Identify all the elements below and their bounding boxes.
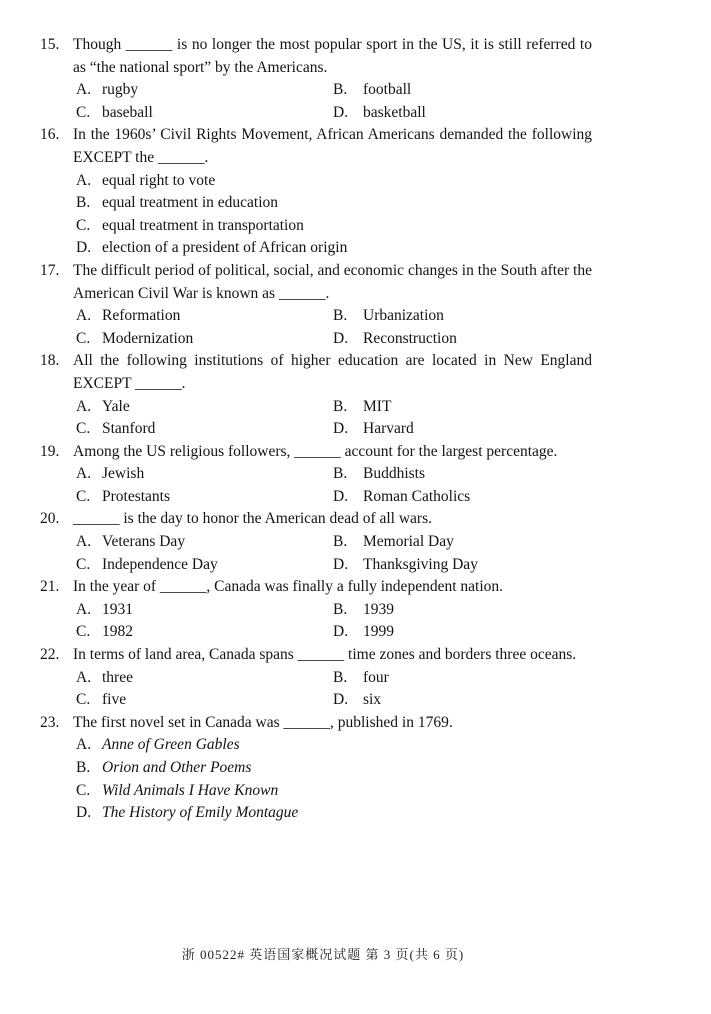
- option-label: A.: [76, 668, 92, 686]
- option-label: C.: [76, 487, 91, 505]
- question-number: 18.: [40, 352, 60, 370]
- option-text: Thanksgiving Day: [363, 555, 478, 573]
- option-text: 1931: [102, 600, 133, 618]
- question-number: 22.: [40, 646, 60, 664]
- question-number: 23.: [40, 713, 60, 731]
- option-text: 1999: [363, 623, 394, 641]
- option-text: baseball: [102, 103, 153, 121]
- exam-page: [40, 34, 592, 825]
- option-text: basketball: [363, 103, 426, 121]
- question-number: 15.: [40, 36, 60, 53]
- option-a: [76, 531, 333, 554]
- question-stem: In the year of ______, Canada was finally a fully independent nation.: [73, 578, 503, 596]
- option-d: [333, 486, 592, 509]
- option-text: Anne of Green Gables: [102, 736, 240, 754]
- option-b: [333, 79, 592, 102]
- option-d: [333, 689, 592, 712]
- option-text: Orion and Other Poems: [102, 759, 252, 776]
- option-label: D.: [333, 691, 349, 709]
- question-options: [76, 531, 592, 576]
- option-text: equal treatment in education: [102, 194, 279, 212]
- question-number: 19.: [40, 442, 60, 460]
- option-label: A.: [76, 307, 92, 325]
- question-number: 17.: [40, 261, 60, 279]
- option-c: [76, 486, 333, 509]
- option-text: Harvard: [363, 420, 414, 438]
- question-23: [40, 712, 592, 825]
- option-label: B.: [333, 81, 348, 99]
- question-options: [76, 667, 592, 712]
- option-c: [76, 621, 333, 644]
- question-options: [76, 305, 592, 350]
- option-label: D.: [333, 420, 349, 438]
- option-text: four: [363, 668, 389, 686]
- option-a: [76, 667, 333, 690]
- option-label: C.: [76, 555, 91, 573]
- option-b: [76, 192, 592, 215]
- option-text: football: [363, 81, 412, 99]
- option-text: Protestants: [102, 487, 171, 505]
- option-text: equal right to vote: [102, 171, 216, 189]
- question-stem: All the following institutions of higher education are located in New England EXCEPT ______.: [73, 352, 592, 392]
- option-c: [76, 554, 333, 577]
- option-text: Reconstruction: [363, 329, 457, 347]
- question-number: 16.: [40, 126, 60, 144]
- question-options: [76, 170, 592, 260]
- question-stem: The first novel set in Canada was ______, published in 1769.: [73, 713, 453, 731]
- option-label: B.: [333, 533, 348, 551]
- option-label: D.: [333, 555, 349, 573]
- option-c: [76, 418, 333, 441]
- question-21: [40, 576, 592, 644]
- question-options: [76, 396, 592, 441]
- option-label: C.: [76, 216, 91, 234]
- option-text: Memorial Day: [363, 533, 454, 551]
- question-15: [40, 34, 592, 124]
- option-a: [76, 599, 333, 622]
- option-label: D.: [76, 804, 92, 822]
- option-text: MIT: [363, 397, 392, 415]
- option-label: C.: [76, 329, 91, 347]
- option-label: A.: [76, 397, 92, 415]
- option-label: D.: [333, 329, 349, 347]
- option-c: [76, 780, 592, 803]
- option-d: [333, 418, 592, 441]
- option-c: [76, 328, 333, 351]
- question-17: [40, 260, 592, 350]
- option-label: C.: [76, 691, 91, 709]
- option-text: equal treatment in transportation: [102, 216, 304, 234]
- question-stem: Among the US religious followers, ______ account for the largest percentage.: [73, 442, 558, 460]
- option-label: B.: [76, 759, 91, 776]
- question-options: [76, 734, 592, 824]
- option-a: [76, 79, 333, 102]
- option-b: [333, 667, 592, 690]
- option-label: B.: [333, 668, 348, 686]
- option-label: B.: [333, 397, 348, 415]
- option-label: C.: [76, 781, 91, 799]
- question-options: [76, 463, 592, 508]
- question-stem: The difficult period of political, social, and economic changes in the South after the American Civil War is known as ______.: [73, 261, 592, 302]
- option-b: [333, 396, 592, 419]
- option-d: [76, 802, 592, 825]
- question-16: [40, 124, 592, 260]
- option-text: Veterans Day: [102, 533, 186, 551]
- option-text: Jewish: [102, 465, 145, 483]
- option-text: six: [363, 691, 382, 709]
- option-label: D.: [76, 239, 92, 257]
- option-text: rugby: [102, 81, 139, 99]
- option-b: [333, 305, 592, 328]
- question-options: [76, 79, 592, 124]
- option-a: [76, 170, 592, 193]
- question-19: [40, 441, 592, 509]
- question-20: [40, 508, 592, 576]
- option-label: D.: [333, 623, 349, 641]
- page-footer: 浙 00522# 英语国家概况试题 第 3 页(共 6 页): [181, 947, 465, 962]
- option-text: Stanford: [102, 420, 156, 438]
- option-label: D.: [333, 103, 349, 121]
- option-label: C.: [76, 623, 91, 641]
- option-text: Wild Animals I Have Known: [102, 781, 279, 799]
- option-a: [76, 396, 333, 419]
- option-text: 1939: [363, 600, 394, 618]
- option-b: [333, 463, 592, 486]
- option-label: A.: [76, 533, 92, 551]
- option-text: five: [102, 691, 127, 709]
- option-text: Yale: [102, 397, 130, 415]
- option-label: A.: [76, 465, 92, 483]
- option-d: [333, 554, 592, 577]
- option-text: Independence Day: [102, 555, 218, 573]
- option-c: [76, 215, 592, 238]
- option-c: [76, 689, 333, 712]
- question-number: 20.: [40, 510, 60, 528]
- option-label: B.: [333, 307, 348, 325]
- question-stem: In terms of land area, Canada spans ______ time zones and borders three oceans.: [73, 646, 577, 664]
- option-a: [76, 734, 592, 757]
- option-d: [333, 102, 592, 125]
- option-b: [333, 599, 592, 622]
- option-d: [76, 237, 592, 260]
- option-a: [76, 305, 333, 328]
- option-label: C.: [76, 103, 91, 121]
- option-a: [76, 463, 333, 486]
- question-stem: In the 1960s’ Civil Rights Movement, African Americans demanded the following EXCEPT the ______.: [73, 126, 592, 166]
- option-label: B.: [333, 600, 348, 618]
- option-label: D.: [333, 487, 349, 505]
- question-stem: ______ is the day to honor the American dead of all wars.: [73, 510, 432, 528]
- question-options: [76, 599, 592, 644]
- option-label: B.: [76, 194, 91, 212]
- option-text: 1982: [102, 623, 133, 641]
- option-text: Urbanization: [363, 307, 444, 325]
- question-18: [40, 350, 592, 440]
- option-c: [76, 102, 333, 125]
- question-stem: Though ______ is no longer the most popular sport in the US, it is still referred to as “the national sport” by the Americans.: [73, 36, 592, 76]
- option-label: C.: [76, 420, 91, 438]
- option-text: three: [102, 668, 133, 686]
- option-text: Reformation: [102, 307, 181, 325]
- option-d: [333, 621, 592, 644]
- option-d: [333, 328, 592, 351]
- option-text: election of a president of African origin: [102, 239, 348, 257]
- option-text: The History of Emily Montague: [102, 804, 299, 822]
- option-label: A.: [76, 600, 92, 618]
- option-label: A.: [76, 736, 92, 754]
- question-22: [40, 644, 592, 712]
- option-label: B.: [333, 465, 348, 483]
- option-label: A.: [76, 171, 92, 189]
- option-text: Roman Catholics: [363, 487, 471, 505]
- option-b: [76, 757, 592, 780]
- option-text: Modernization: [102, 329, 194, 347]
- option-label: A.: [76, 81, 92, 99]
- question-number: 21.: [40, 578, 60, 596]
- option-b: [333, 531, 592, 554]
- option-text: Buddhists: [363, 465, 426, 483]
